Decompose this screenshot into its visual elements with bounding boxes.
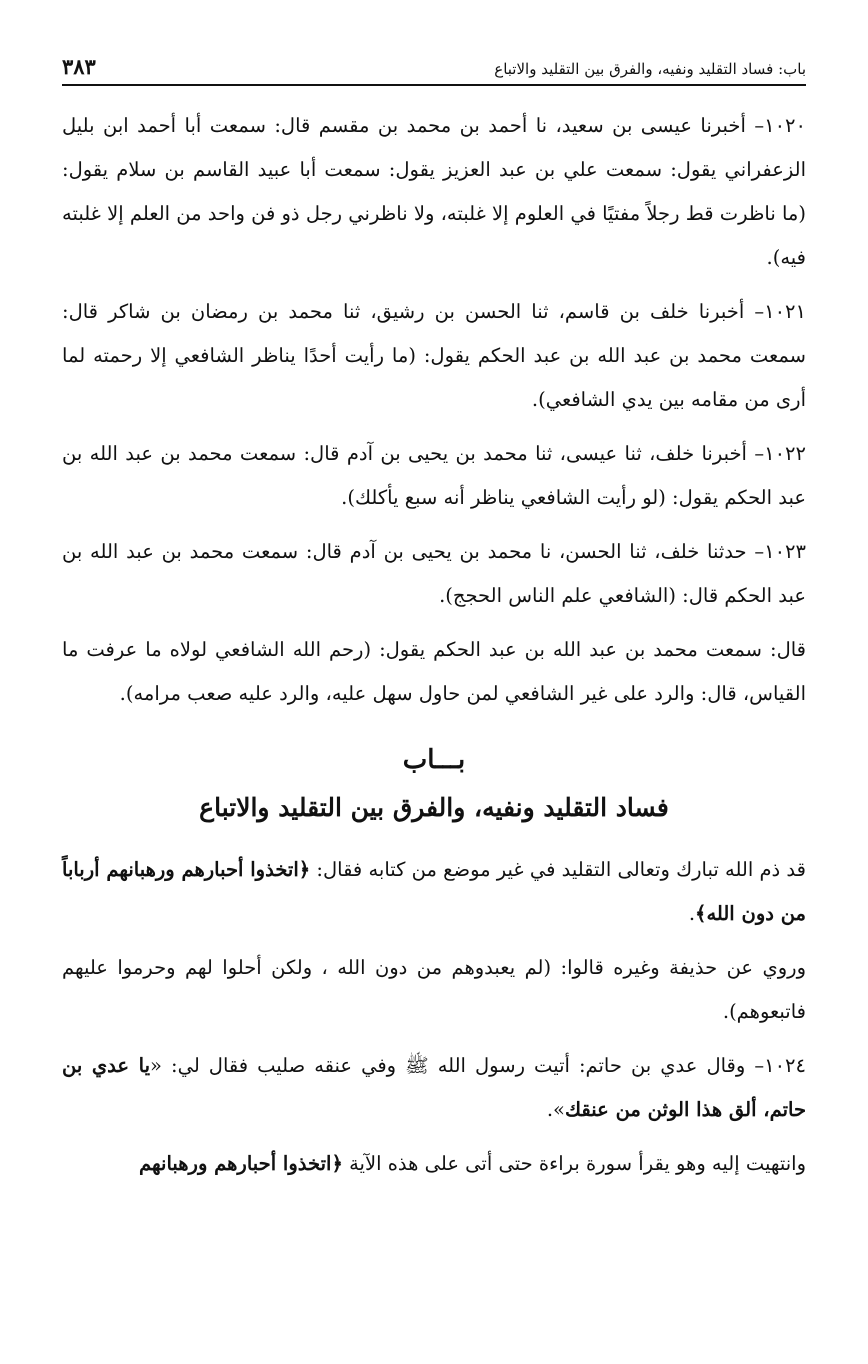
running-title: باب: فساد التقليد ونفيه، والفرق بين التقليد والاتباع (494, 60, 806, 78)
quoted-text: يا عدي بن حاتم، ألق هذا الوثن من عنقك (62, 1054, 806, 1121)
paragraph-text: قد ذم الله تبارك وتعالى التقليد في غير موضع من كتابه فقال: (310, 858, 806, 881)
paragraph-text: ١٠٢٠– أخبرنا عيسى بن سعيد، نا أحمد بن محمد بن مقسم قال: سمعت أبا أحمد ابن بليل الزعفراني يقول: سمعت علي بن عبد العزيز يقول: سمعت أبا عبيد القاسم بن سلام يقول: (ما ناظرت قط رجلاً مفتيًا في العلوم إلا غلبته، ولا ناظرني رجل ذو فن واحد من العلم إلا غلبته فيه). (62, 114, 806, 269)
paragraph-text: . (688, 902, 696, 925)
paragraph-text: ١٠٢٢– أخبرنا خلف، ثنا عيسى، ثنا محمد بن يحيى بن آدم قال: سمعت محمد بن عبد الله بن عبد الحكم يقول: (لو رأيت الشافعي يناظر أنه سبع يأكلك). (62, 442, 806, 509)
page-header (62, 50, 806, 86)
paragraph-text: قال: سمعت محمد بن عبد الله بن عبد الحكم يقول: (رحم الله الشافعي لولاه ما عرفت ما القياس، قال: والرد على غير الشافعي لمن حاول سهل عليه، والرد عليه صعب مرامه). (62, 638, 806, 705)
page-number: ٣٨٣ (62, 54, 96, 79)
paragraph-text: ١٠٢٣– حدثنا خلف، ثنا الحسن، نا محمد بن يحيى بن آدم قال: سمعت محمد بن عبد الله بن عبد الحكم قال: (الشافعي علم الناس الحجج). (62, 540, 806, 607)
paragraph (62, 848, 806, 936)
paragraph (62, 290, 806, 422)
chapter-title: فساد التقليد ونفيه، والفرق بين التقليد والاتباع (199, 793, 669, 822)
paragraph-text: وانتهيت إليه وهو يقرأ سورة براءة حتى أتى على هذه الآية (342, 1152, 806, 1175)
paragraph (62, 104, 806, 280)
paragraph-text: ». (546, 1098, 565, 1121)
paragraph (62, 432, 806, 520)
paragraph (62, 1142, 806, 1186)
paragraph-text: ١٠٢٤– وقال عدي بن حاتم: أتيت رسول الله ﷺ وفي عنقه صليب فقال لي: « (150, 1054, 806, 1077)
paragraph-text: وروي عن حذيفة وغيره قالوا: (لم يعبدوهم من دون الله ، ولكن أحلوا لهم وحرموا عليهم فاتبعوهم). (62, 956, 806, 1023)
quoted-text: ﴿اتخذوا أحبارهم ورهبانهم أرباباً من دون الله﴾ (62, 858, 806, 925)
chapter-text (62, 848, 806, 1186)
quoted-text: ﴿اتخذوا أحبارهم ورهبانهم (139, 1152, 343, 1175)
paragraph (62, 628, 806, 716)
paragraph (62, 1044, 806, 1132)
chapter-label: بـــاب (402, 745, 466, 775)
paragraph (62, 530, 806, 618)
hadith-list (62, 104, 806, 716)
paragraph (62, 946, 806, 1034)
page-body (62, 104, 806, 1196)
header-rule (62, 84, 806, 86)
paragraph-text: ١٠٢١– أخبرنا خلف بن قاسم، ثنا الحسن بن رشيق، ثنا محمد بن رمضان بن شاكر قال: سمعت محمد بن عبد الله بن عبد الحكم يقول: (ما رأيت أحدًا يناظر الشافعي إلا رحمته لما أرى من مقامه بين يدي الشافعي). (62, 300, 806, 411)
